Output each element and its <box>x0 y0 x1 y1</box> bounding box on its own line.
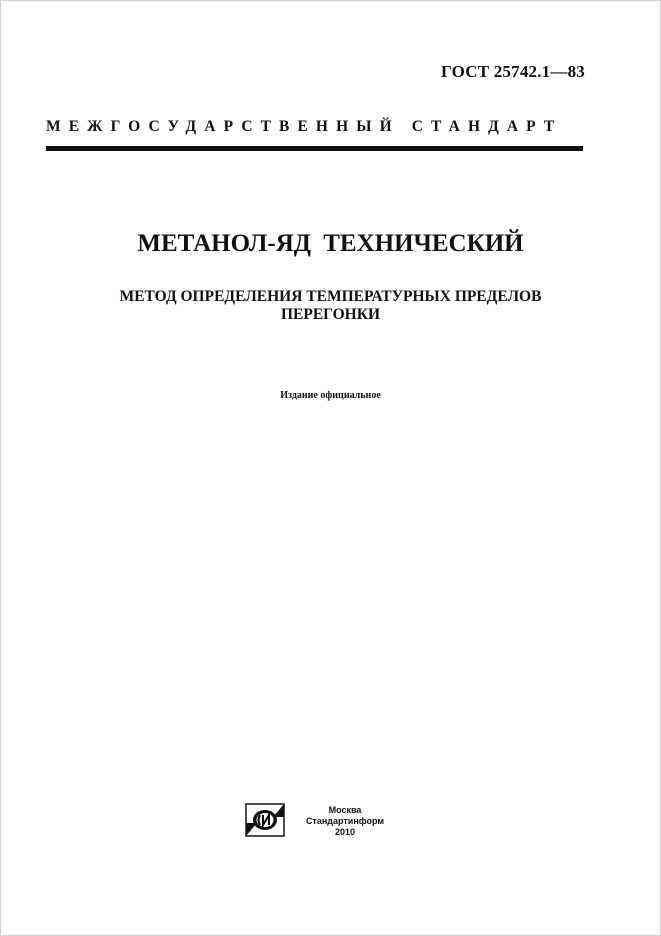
publisher-city: Москва <box>328 805 362 815</box>
publisher-block <box>300 805 390 838</box>
edition-note: Издание официальное <box>280 390 381 401</box>
publisher-name: Стандартинформ <box>305 816 385 826</box>
standard-number: ГОСТ 25742.1—83 <box>441 62 585 81</box>
header-divider <box>46 146 583 151</box>
standard-type-heading: МЕЖГОСУДАРСТВЕННЫЙ СТАНДАРТ <box>46 118 563 135</box>
document-subtitle <box>0 288 661 324</box>
publisher-year: 2010 <box>334 827 356 837</box>
standartinform-logo-icon <box>245 803 285 837</box>
subtitle-line-2: ПЕРЕГОНКИ <box>280 306 381 323</box>
subtitle-line-1: МЕТОД ОПРЕДЕЛЕНИЯ ТЕМПЕРАТУРНЫХ ПРЕДЕЛОВ <box>119 288 542 305</box>
document-title: МЕТАНОЛ-ЯД ТЕХНИЧЕСКИЙ <box>137 230 524 257</box>
